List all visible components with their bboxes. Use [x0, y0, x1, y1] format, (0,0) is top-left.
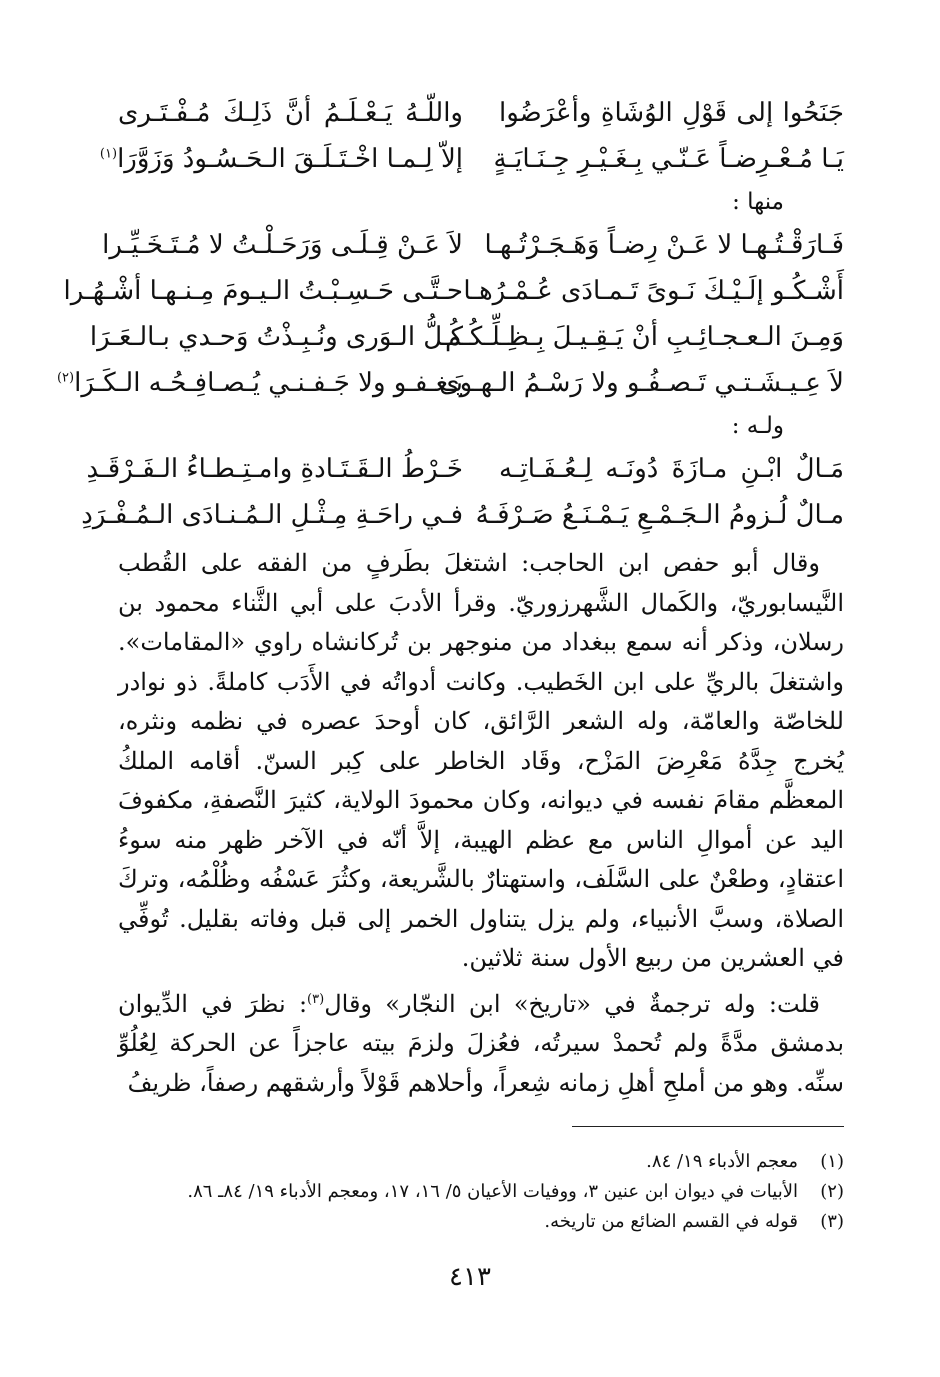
footnote-divider [572, 1126, 844, 1127]
poem-group-3 [81, 446, 844, 538]
footnote-number: (٣) [820, 1211, 844, 1232]
footnotes [118, 1147, 844, 1237]
hemistich-text: يَـغـفـو ولا جَـفـنـي يُـصـافِـحُـه الـكَـرَا [74, 368, 463, 398]
verse-first-hemistich: فَـارَقْـتُـهـا لا عَـنْ رِضـاً وَهَـجَـرْتُـهـا [484, 230, 844, 260]
footnote-number: (٢) [820, 1181, 844, 1202]
footnote-ref-1: (١) [99, 146, 118, 162]
paragraph-note [118, 985, 844, 1104]
footnote-ref-3: (٣) [307, 991, 325, 1007]
verse-line [63, 268, 844, 314]
poem-group-1 [99, 90, 844, 182]
verse-second-hemistich: لاَ عَـنْ قِـلَـى وَرَحَـلْـتُ لا مُـتَـخَـيِّـرا [102, 230, 463, 260]
verse-second-hemistich: كُـلُّ الـوَرى ونُـبِـذْتُ وَحـدي بـالـعَـرَا [89, 322, 463, 352]
verse-first-hemistich: وَمِـنَ الـعـجـائِـبِ أنْ يَـقِـيـلَ بِـظِـلِّـكُـم [445, 322, 844, 352]
page-body [56, 90, 845, 1103]
verse-first-hemistich: مَـالٌ ابْـنِ مـازَةَ دُونَـه لِـعُـفَـاتِـه [499, 454, 844, 484]
section-label-minha: منها : [732, 189, 784, 215]
paragraph-text: قلت: وله ترجمةٌ في «تاريخ» ابن النجّار» وقال [324, 989, 820, 1018]
verse-second-hemistich [118, 90, 463, 136]
page-number: ٤١٣ [449, 1262, 491, 1292]
verse-second-hemistich [56, 360, 463, 406]
poem-group-2 [56, 222, 844, 406]
verse-line [56, 360, 844, 406]
verse-line [118, 90, 844, 136]
footnote-item [118, 1207, 844, 1237]
verse-line [89, 314, 844, 360]
verse-line [81, 492, 844, 538]
verse-second-hemistich: فـي راحَـةِ مِـثْـلِ الـمُـنـادَى الـمُـفْـرَدِ [81, 500, 463, 530]
verse-first-hemistich: أَشْـكُـو إلَـيْـكَ نَـوىً تَـمـادَى عُـمْـرُهـا [463, 276, 844, 306]
verse-first-hemistich: جَنَحُوا إلى قَوْلِ الوُشَاةِ وأعْرَضُوا [499, 98, 844, 128]
verse-line [86, 446, 844, 492]
footnote-text: قوله في القسم الضائع من تاريخه. [544, 1211, 798, 1232]
verse-first-hemistich: لاَ عِـيـشَـتـي تَـصـفُـو ولا رَسْـمُ الـهـوى [439, 368, 844, 398]
verse-first-hemistich: يَـا مُـعْـرِضـاً عَـنّـي بِـغَـيْـرِ جِـنَـايَـةٍ [493, 144, 844, 174]
footnote-item [118, 1177, 844, 1207]
footnote-text: الأبيات في ديوان ابن عنين ٣، ووفيات الأعيان ٥/ ١٦، ١٧، ومعجم الأدباء ١٩/ ٨٤ـ ٨٦. [187, 1181, 798, 1202]
prose-body [118, 544, 844, 1103]
verse-line [99, 136, 844, 182]
footnote-ref-2: (٢) [56, 370, 75, 386]
paragraph-text: : نظرَ في الدِّيوان بدمشق مدَّةً ولم تُحمدْ سيرتُه، فعُزلَ ولزمَ بيته عاجزاً عن الحركة لِعُلُوِّ سنِّه. وهو من أملحِ أهلِ زمانه شِعراً، وأحلاهم قَوْلاً وأرشقهم رصفاً، ظريفُ [118, 989, 844, 1097]
verse-second-hemistich: حـتَّـى حَـسِـبْـتُ الـيـومَ مِـنـهـا أشْـهُـرا [63, 276, 463, 306]
verse-second-hemistich: خَـرْطُ الـقَـتَـادةِ وامـتِـطـاءُ الـفَـرْقَـدِ [86, 454, 463, 484]
footnote-text: معجم الأدباء ١٩/ ٨٤. [646, 1151, 798, 1172]
footnote-number: (١) [820, 1151, 844, 1172]
verse-line [102, 222, 844, 268]
paragraph-biography: وقال أبو حفص ابن الحاجب: اشتغلَ بطَرفٍ من الفقه على القُطب النَّيسابوريّ، والكَمال الشَّهرزوريّ. وقرأ الأدبَ على أبي الثَّناء محمود بن رسلان، وذكر أنه سمع ببغداد من منوجهر بن تُركانشاه راوي «المقامات». واشتغلَ بالريِّ على ابن الخَطيب. وكانت أدواتُه في الأَدَب كاملةً. ذو نوادر للخاصّة والعامّة، وله الشعر الرَّائق، كان أوحدَ عصره في نظمه ونثره، يُخرج جِدَّهُ مَعْرِضَ المَزْح، وقَاد الخاطر على كِبر السنّ. أقامه الملكُ المعظَّم مقامَ نفسه في ديوانه، وكان محمودَ الولاية، كثيرَ النَّصفةِ، مكفوفَ اليد عن أموالِ الناس مع عظم الهيبة، إلاَّ أنّه في الآخر ظهر منه سوءُ اعتقادٍ، وطعْنٌ على السَّلَف، واستهتارٌ بالشَّريعة، وكثُرَ عَسْفُه وظُلْمُه، وتركَ الصلاة، وسبَّ الأنبياء، ولم يزل يتناول الخمر إلى قبل وفاته بقليل. تُوفِّي في العشرين من ربيع الأول سنة ثلاثين. [118, 549, 845, 972]
section-label-walahu: ولـه : [731, 413, 784, 439]
verse-first-hemistich: مـالٌ لُـزومُ الـجَـمْـعِ يَـمْـنَـعُ صَـرْفَـهُ [475, 500, 844, 530]
hemistich-text: واللّـهُ يَـعْـلَـمُ أنَّ ذَلِـكَ مُـفْـتَـرى [118, 98, 463, 128]
hemistich-text: إلاّ لِـمـا اخْـتَـلَـقَ الـحَـسُـودُ وَزَوَّرَا [117, 144, 463, 174]
footnote-item [118, 1147, 844, 1177]
verse-second-hemistich [99, 136, 463, 182]
